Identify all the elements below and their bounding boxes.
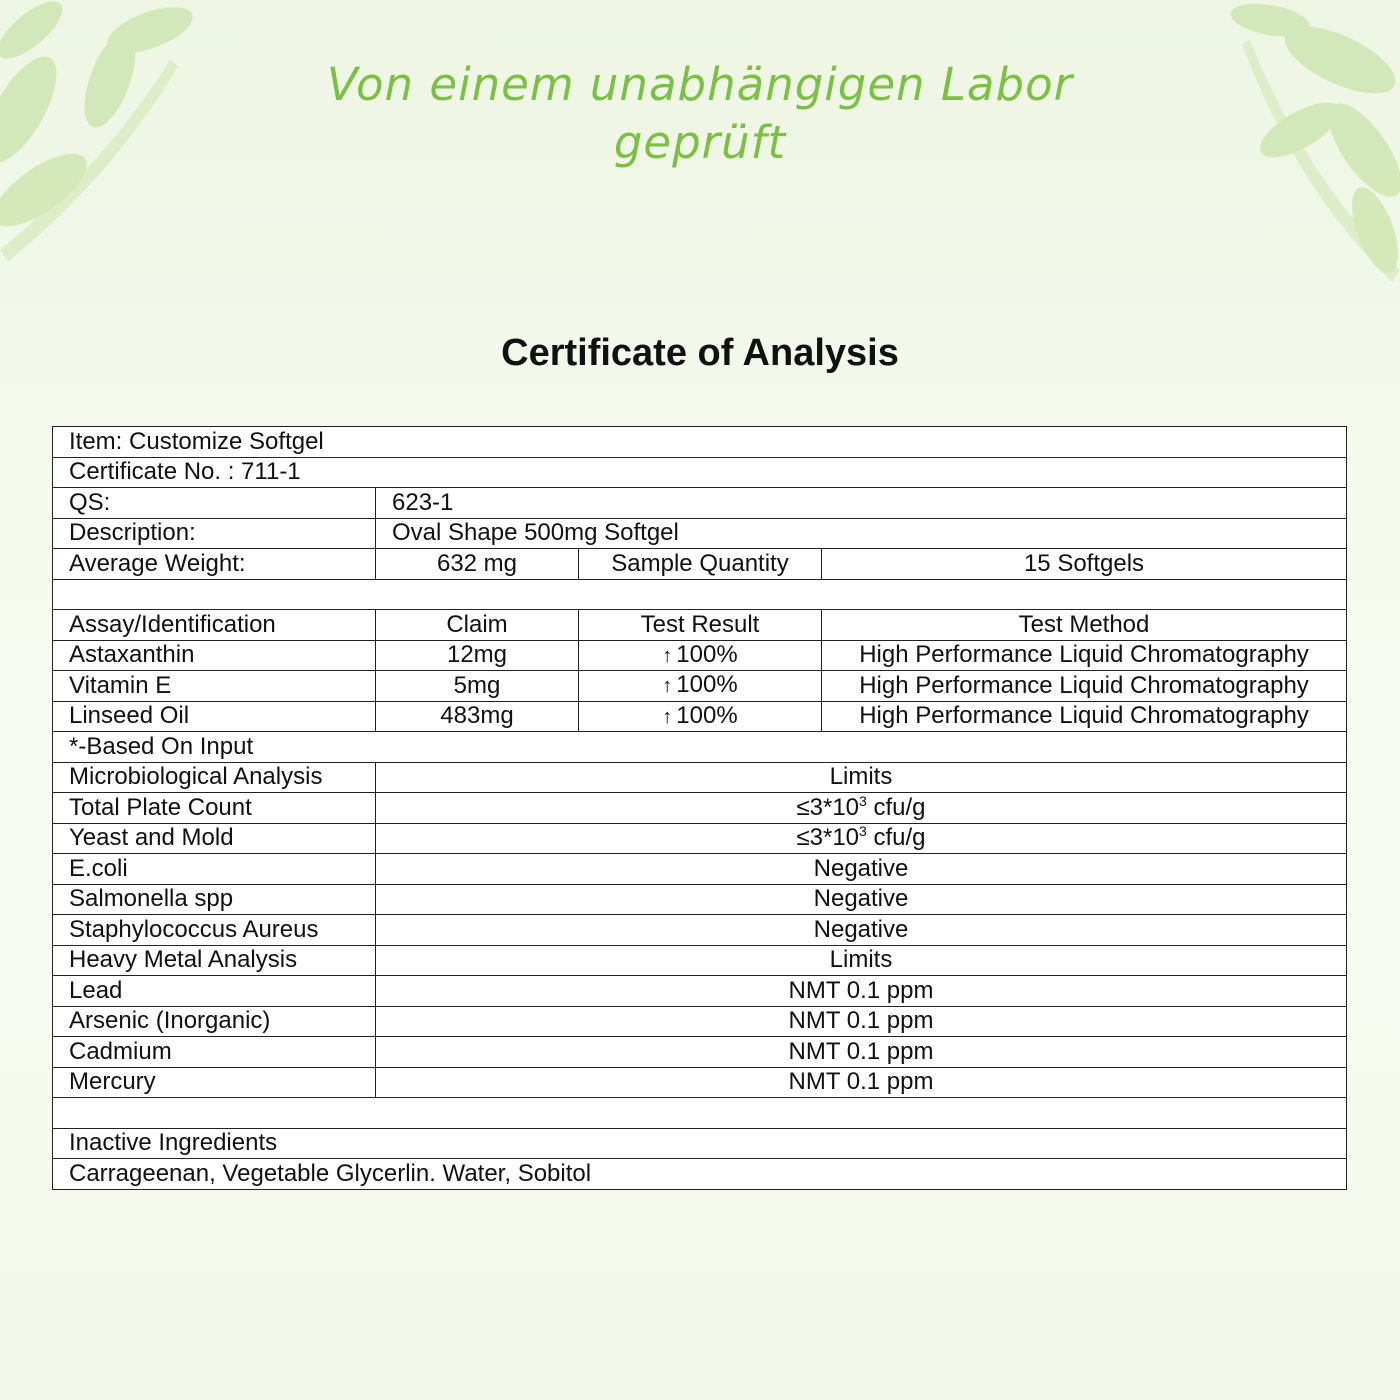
blank-cell (53, 1098, 1347, 1129)
table-row (53, 823, 1347, 854)
test-limit: NMT 0.1 ppm (376, 1037, 1347, 1068)
table-row (53, 640, 1347, 671)
qs-value: 623-1 (376, 488, 1347, 519)
headline-line-1: Von einem unabhängigen Labor (326, 58, 1074, 111)
headline-line-2: geprüft (613, 116, 787, 169)
assay-footnote: *-Based On Input (53, 732, 1347, 763)
arrow-up-icon: ↑ (662, 644, 673, 667)
test-name: Staphylococcus Aureus (53, 915, 376, 946)
table-row (53, 915, 1347, 946)
test-limit: Negative (376, 854, 1347, 885)
table-row (53, 549, 1347, 580)
assay-claim: 5mg (376, 671, 579, 702)
column-header: Assay/Identification (53, 610, 376, 641)
inactive-value: Carrageenan, Vegetable Glycerlin. Water, Sobitol (53, 1159, 1347, 1190)
limits-header: Limits (376, 945, 1347, 976)
test-limit: NMT 0.1 ppm (376, 1067, 1347, 1098)
inactive-heading: Inactive Ingredients (53, 1128, 1347, 1159)
limits-header: Limits (376, 762, 1347, 793)
table-row (53, 793, 1347, 824)
average-weight-label: Average Weight: (53, 549, 376, 580)
assay-claim: 483mg (376, 701, 579, 732)
assay-name: Linseed Oil (53, 701, 376, 732)
limit-unit: cfu/g (866, 824, 926, 852)
table-row (53, 671, 1347, 702)
description-value: Oval Shape 500mg Softgel (376, 518, 1347, 549)
limit-unit: cfu/g (866, 793, 926, 821)
column-header: Test Result (579, 610, 822, 641)
table-row (53, 884, 1347, 915)
table-row (53, 701, 1347, 732)
table-row (53, 518, 1347, 549)
table-row-blank (53, 579, 1347, 610)
headline (0, 56, 1400, 172)
test-name: E.coli (53, 854, 376, 885)
blank-cell (53, 579, 1347, 610)
test-limit: Negative (376, 884, 1347, 915)
limit-exponent: 3 (859, 823, 867, 840)
assay-header-row (53, 610, 1347, 641)
limit-exponent: 3 (859, 792, 867, 809)
assay-method: High Performance Liquid Chromatography (822, 640, 1347, 671)
description-label: Description: (53, 518, 376, 549)
metals-header-row (53, 945, 1347, 976)
limit-prefix: ≤3*10 (796, 793, 860, 821)
qs-label: QS: (53, 488, 376, 519)
assay-result-value: 100% (676, 671, 738, 699)
table-row (53, 1159, 1347, 1190)
assay-claim: 12mg (376, 640, 579, 671)
table-row (53, 1067, 1347, 1098)
assay-method: High Performance Liquid Chromatography (822, 671, 1347, 702)
document-title: Certificate of Analysis (501, 332, 899, 374)
assay-result (579, 701, 822, 732)
limit-prefix: ≤3*10 (796, 824, 860, 852)
test-name: Lead (53, 976, 376, 1007)
test-name: Arsenic (Inorganic) (53, 1006, 376, 1037)
table-row (53, 1128, 1347, 1159)
sample-quantity-label: Sample Quantity (579, 549, 822, 580)
table-row (53, 1006, 1347, 1037)
table-row (53, 1037, 1347, 1068)
section-heading: Microbiological Analysis (53, 762, 376, 793)
table-row-blank (53, 1098, 1347, 1129)
assay-result-value: 100% (676, 640, 738, 668)
test-limit (376, 823, 1347, 854)
test-limit (376, 793, 1347, 824)
assay-result (579, 640, 822, 671)
column-header: Test Method (822, 610, 1347, 641)
table-row (53, 427, 1347, 458)
column-header: Claim (376, 610, 579, 641)
test-limit: NMT 0.1 ppm (376, 976, 1347, 1007)
test-name: Yeast and Mold (53, 823, 376, 854)
assay-name: Vitamin E (53, 671, 376, 702)
table-row (53, 732, 1347, 763)
test-limit: NMT 0.1 ppm (376, 1006, 1347, 1037)
test-name: Mercury (53, 1067, 376, 1098)
sample-quantity-value: 15 Softgels (822, 549, 1347, 580)
assay-method: High Performance Liquid Chromatography (822, 701, 1347, 732)
arrow-up-icon: ↑ (662, 675, 673, 698)
assay-result (579, 671, 822, 702)
average-weight-value: 632 mg (376, 549, 579, 580)
certificate-table (52, 426, 1347, 1190)
assay-name: Astaxanthin (53, 640, 376, 671)
test-name: Salmonella spp (53, 884, 376, 915)
assay-result-value: 100% (676, 701, 738, 729)
test-limit: Negative (376, 915, 1347, 946)
item-cell: Item: Customize Softgel (53, 427, 1347, 458)
micro-header-row (53, 762, 1347, 793)
table-row (53, 488, 1347, 519)
table-row (53, 457, 1347, 488)
section-heading: Heavy Metal Analysis (53, 945, 376, 976)
certificate-number-cell: Certificate No. : 711-1 (53, 457, 1347, 488)
test-name: Total Plate Count (53, 793, 376, 824)
table-row (53, 976, 1347, 1007)
arrow-up-icon: ↑ (662, 705, 673, 728)
test-name: Cadmium (53, 1037, 376, 1068)
table-row (53, 854, 1347, 885)
